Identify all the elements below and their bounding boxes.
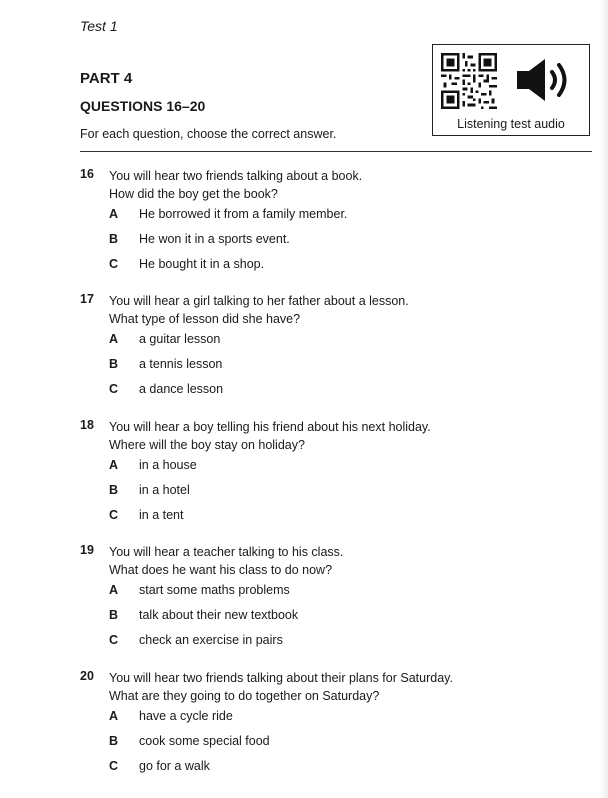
question-number: 17 <box>80 292 94 306</box>
option-text: He won it in a sports event. <box>139 232 290 246</box>
question-prompt <box>109 543 343 579</box>
qr-code-icon[interactable] <box>441 53 497 109</box>
option-letter: A <box>109 207 119 221</box>
question-number: 16 <box>80 167 94 181</box>
part-title: PART 4 <box>80 70 133 87</box>
option-letter: A <box>109 583 119 597</box>
question-context: You will hear two friends talking about their plans for Saturday. <box>109 671 453 685</box>
question-prompt <box>109 669 453 705</box>
question-number: 18 <box>80 418 94 432</box>
option-text: He borrowed it from a family member. <box>139 207 348 221</box>
option-letter: B <box>109 734 119 748</box>
option-text: have a cycle ride <box>139 709 233 723</box>
question-context: You will hear a boy telling his friend about his next holiday. <box>109 420 431 434</box>
option-text: in a house <box>139 458 197 472</box>
option-letter: B <box>109 608 119 622</box>
option-text: in a hotel <box>139 483 190 497</box>
option-text: cook some special food <box>139 734 270 748</box>
option-letter: B <box>109 232 119 246</box>
question-number: 20 <box>80 669 94 683</box>
test-title: Test 1 <box>80 18 118 34</box>
option-text: start some maths problems <box>139 583 290 597</box>
option-letter: C <box>109 257 119 271</box>
question-context: You will hear two friends talking about a book. <box>109 169 363 183</box>
audio-label: Listening test audio <box>457 117 565 131</box>
section-divider <box>80 151 592 152</box>
question-text: What type of lesson did she have? <box>109 312 301 326</box>
question-context: You will hear a girl talking to her father about a lesson. <box>109 294 409 308</box>
option-text: go for a walk <box>139 759 210 773</box>
option-text: check an exercise in pairs <box>139 633 283 647</box>
question-prompt <box>109 418 431 454</box>
listening-audio-box[interactable] <box>432 44 590 136</box>
instruction-text: For each question, choose the correct answer. <box>80 127 337 141</box>
option-text: in a tent <box>139 508 184 522</box>
option-letter: C <box>109 759 119 773</box>
question-text: Where will the boy stay on holiday? <box>109 438 305 452</box>
option-letter: A <box>109 709 119 723</box>
question-text: What are they going to do together on Saturday? <box>109 689 380 703</box>
option-text: talk about their new textbook <box>139 608 299 622</box>
question-number: 19 <box>80 543 94 557</box>
option-letter: C <box>109 633 119 647</box>
question-prompt <box>109 167 362 203</box>
option-text: He bought it in a shop. <box>139 257 265 271</box>
question-text: What does he want his class to do now? <box>109 563 333 577</box>
option-text: a tennis lesson <box>139 357 223 371</box>
option-text: a dance lesson <box>139 382 224 396</box>
page-edge-shadow <box>600 0 608 798</box>
option-letter: A <box>109 458 119 472</box>
option-text: a guitar lesson <box>139 332 221 346</box>
option-letter: B <box>109 483 119 497</box>
questions-range-title: QUESTIONS 16–20 <box>80 98 206 114</box>
option-letter: C <box>109 382 119 396</box>
option-letter: B <box>109 357 119 371</box>
option-letter: A <box>109 332 119 346</box>
question-context: You will hear a teacher talking to his class. <box>109 545 344 559</box>
question-text: How did the boy get the book? <box>109 187 278 201</box>
speaker-icon[interactable] <box>515 57 577 103</box>
question-prompt <box>109 292 409 328</box>
option-letter: C <box>109 508 119 522</box>
